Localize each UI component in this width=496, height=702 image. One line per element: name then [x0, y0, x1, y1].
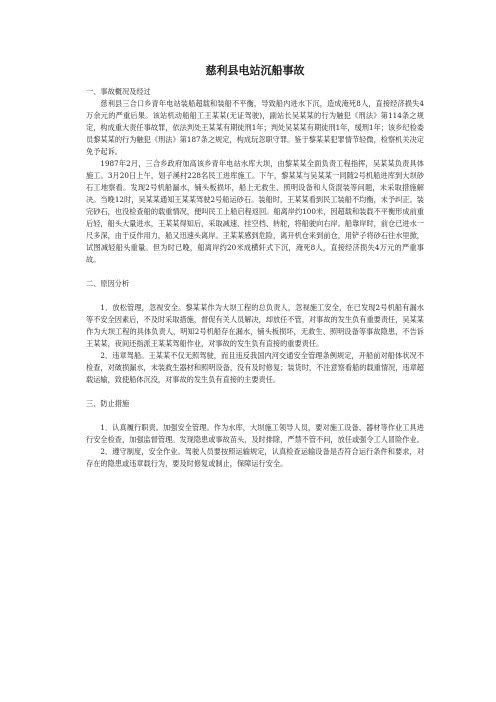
paragraph: 1．放松管理，忽视安全。黎某某作为大坝工程的总负责人，忽视施工安全，在已发现2号机船有漏水等不安全因素后，不及时采取措施，督促有关人员解决，却放任不管，对事故的发生负有重要责任，吴某某作为大坝工程的具体负责人，明知2号机船存在漏水，铺头板损坏，无救生、照明设备等事故隐患，不告诉王某某，夜间还指派王某某驾船作业，对事故的发生负有直接的重要责任。 [86, 303, 424, 348]
section-spacer [86, 290, 424, 302]
section-spacer [86, 410, 424, 422]
document-title: 慈利县电站沉船事故 [205, 64, 305, 77]
section-cause-analysis [86, 278, 424, 386]
section-heading: 三、防止措施 [86, 399, 130, 408]
section-spacer [86, 266, 424, 278]
paragraph: 慈利县三合口乡青年电站装船超载和装船不平衡，导致船内进水下沉，造成淹死8人，直接经济损失4万余元的严重后果。该站机动船船工王某某(无证驾驶)，副站长吴某某的行为触犯《刑法》第114条之规定，构成重大责任事故罪，依法判处王某某有期徒刑1年；判处吴某某有期徒刑1年，缓刑1年；该乡纪检委员黎某某的行为触犯《刑法》第187条之规定，构成玩忽职守罪。鉴于黎某某犯罪情节轻微，检察机关决定免予起诉。 [86, 99, 424, 156]
section-overview [86, 86, 424, 266]
paragraph: 2．遵守制度，安全作业。驾驶人员要按照运输规定，认真检查运输设备是否符合运行条件和要求，对存在的隐患或违章载行为，要及时修复或制止，保障运行安全。 [86, 447, 424, 468]
section-prevention [86, 398, 424, 470]
paragraph: 1．认真履行职责。加强安全管理。作为水库，大坝施工领导人员，要对施工设备、器材等作业工具进行安全检查，加强监督管理。发现隐患或事故苗头，及时排除，严禁不管不问，放任或强令工人冒险作业。 [86, 423, 424, 444]
section-heading: 一、事故概况及经过 [86, 87, 151, 96]
section-heading: 二、原因分析 [86, 279, 130, 288]
section-spacer [86, 386, 424, 398]
paragraph: 1987年2月，三合乡政府加高该乡青年电站水库大坝，由黎某某全面负责工程指挥，吴某某负责具体施工。3月20日上午，划子溪村228名民工进库施工。下午，黎某某与吴某某一同随2号机船进库到大坝砂石工地察看。发现2号机船漏水，铺头板损坏，船上无救生、照明设备和人货混装等问题，未采取措施解决。当晚12时，吴某某通知王某某驾驶2号船运砂石。装船时，王某某看到民工装船不均衡，未予纠正。装完砂石，也没检查船的载重情况，便叫民工上船启程返回。船离岸约100米，因超载和装载不平衡形成前重后轻，船头大量进水，王某某得知后，采取减速、挂空档、转舵，将船驶向右岸。船靠岸时，前仓已进水一尺多深，由于反作用力，船又迅速头离岸。王某某感到危险，离开机仓来到前仓，用铲子将砂石往水里掀，试图减轻船头重量。但为时已晚，船离岸约20米成横轩式下沉，淹死8人，直接经济损失4万元的严重事故。 [86, 159, 424, 264]
paragraph: 2．违章驾船。王某某不仅无照驾驶，而且违反我国内河交通安全管理条例规定，开船前对船体状况不检查，对破损漏水，未装救生器材和照明设备，没有及时修复；装货时，不注意察看船的载重情况，违章超载运输，致使船体沉没，对事故的发生负有直接的主要责任。 [86, 351, 424, 384]
